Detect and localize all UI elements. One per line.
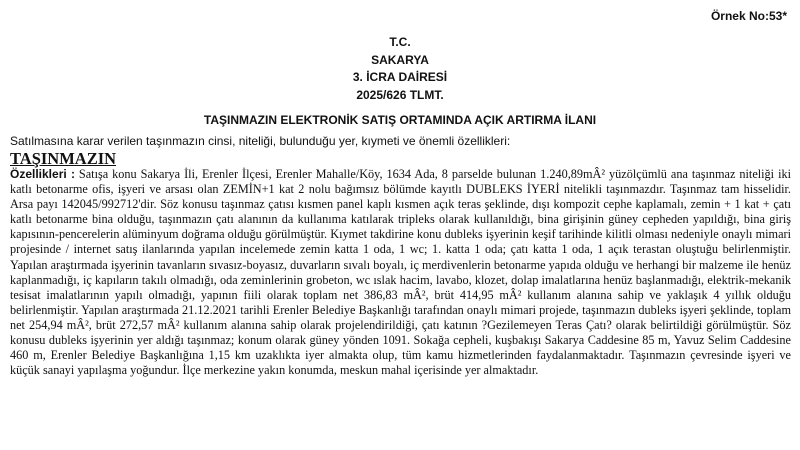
header-file-number: 2025/626 TLMT. <box>356 87 444 102</box>
announcement-title: TAŞINMAZIN ELEKTRONİK SATIŞ ORTAMINDA AÇIK ARTIRMA İLANI <box>203 113 597 127</box>
section-title: TAŞINMAZIN <box>10 149 117 168</box>
features-label: Özellikleri : <box>10 167 75 181</box>
header-country: T.C. <box>389 35 411 49</box>
intro-text: Satılmasına karar verilen taşınmazın cinsi, niteliği, bulunduğu yer, kıymeti ve önemli özellikleri: <box>10 134 511 148</box>
document-header <box>0 34 800 104</box>
header-office: 3. İCRA DAİRESİ <box>352 70 448 84</box>
header-province: SAKARYA <box>371 52 429 67</box>
features-paragraph <box>10 167 791 378</box>
example-number: Örnek No:53* <box>710 9 787 23</box>
features-text: Satışa konu Sakarya İli, Erenler İlçesi, Erenler Mahalle/Köy, 1634 Ada, 8 parselde bulunan 1.240,89mÂ² yüzölçümlü ana taşınmaz niteliği iki katlı betonarme ofis, işyeri ve arsası olan ZEMİN+1 kat 2 nolu bağımsız bölümde kayıtlı DUBLEKS İYERİ nitelikli taşınmazdır. Taşınmaz tam hisselidir. Arsa payı 142045/992712'dir. Söz konusu taşınmaz çatısı kısmen panel kaplı kısmen açık teras şeklinde, dışı kompozit cephe kaplamalı, zemin + 1 kat + çatı katlı betonarme bina olduğu, taşınmazın çatı alanının da kullanıma katılarak tripleks olarak kullanıldığı, bina girişinin güney cepheden yapıldığı, bina giriş kapısının-pencerelerin alüminyum doğrama olduğu görülmüştür. Kıymet takdirine konu dubleks işyerinin keşif tarihinde kilitli olması nedeniyle onaylı mimari projesinde / internet satış ilanlarında yapılan incelemede zemin katta 1 oda, 1 wc; 1. katta 1 oda; çatı katta 1 oda, 1 açık terastan oluştuğu belirlenmiştir. Yapılan araştırmada işyerinin tavanların sıvasız-boyasız, duvarların sıvalı boyalı, iç merdivenlerin betonarme yapıda olduğu ve herhangi bir malzeme ile henüz kaplanmadığı, iç kapıların takılı olmadığı, oda zeminlerinin grobeton, wc ıslak hacim, lavabo, klozet, dolap imalatlarına henüz başlanmadığı, elektrik-mekanik tesisat imalatlarının yapılı olmadığı, yapının fiili olarak toplam net 386,83 mÂ², brüt 414,95 mÂ² kullanım alanına sahip ve yaklaşık 4 yıllık olduğu belirlenmiştir. Yapılan araştırmada 21.12.2021 tarihli Erenler Belediye Başkanlığı tarafından onaylı mimari projede, taşınmazın dubleks işyeri şeklinde, toplam net 254,94 mÂ², brüt 272,57 mÂ² kullanım alanına sahip olarak projelendirildiği, çatı katının ?Gezilemeyen Teras Çatı? olarak belirtildiği görülmüştür. Söz konusu dubleks işyerinin yer aldığı taşınmaz; konum olarak güney yönden 1091. Sokağa cepheli, kuşbakışı Sakarya Caddesine 85 m, Yavuz Selim Caddesine 460 m, Erenler Belediye Başkanlığına 1,15 km uzaklıkta iyer almakta olup, tüm kamu hizmetlerinden faydalanmaktadır. Taşınmazın çevresinde işyeri ve küçük sanayi yapılaşma yoğundur. İlçe merkezine yakın konumda, meskun mahal içerisinde yer almaktadır. <box>10 167 792 378</box>
